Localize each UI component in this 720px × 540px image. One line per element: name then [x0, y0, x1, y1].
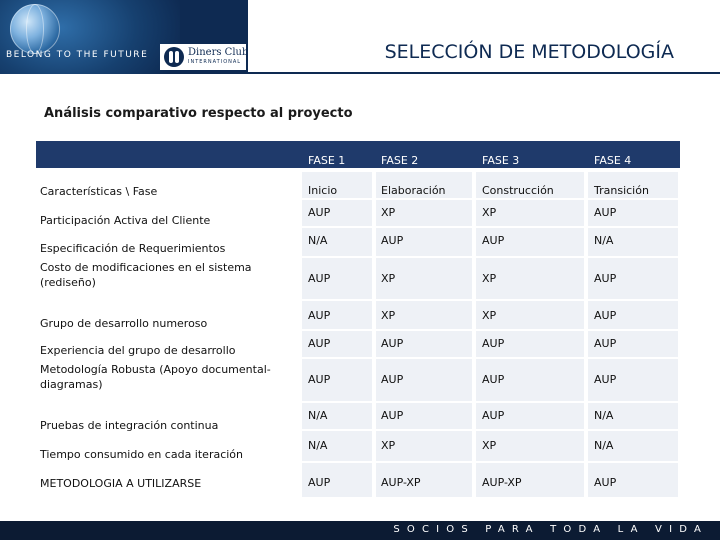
table-row — [36, 359, 680, 401]
title-bar — [248, 0, 720, 74]
row-label: Pruebas de integración continua — [40, 419, 219, 432]
table-cell: AUP — [482, 234, 505, 247]
row-label: METODOLOGIA A UTILIZARSE — [40, 477, 202, 490]
brand-banner — [0, 0, 248, 74]
table-cell: N/A — [308, 234, 328, 247]
table-row — [36, 403, 680, 432]
table-cell: XP — [482, 439, 497, 452]
row-label: Tiempo consumido en cada iteración — [40, 448, 244, 461]
table-cell: AUP — [594, 476, 617, 489]
table-cell: N/A — [594, 234, 614, 247]
subtitle: Análisis comparativo respecto al proyecto — [44, 106, 353, 121]
logo-name: Diners Club — [188, 47, 248, 58]
table-header-bar — [36, 141, 680, 168]
table-row — [36, 331, 680, 357]
table-cell: AUP — [594, 309, 617, 322]
table-cell: AUP — [594, 206, 617, 219]
table-cell: AUP — [308, 337, 331, 350]
row-label: Características \ Fase — [40, 185, 158, 198]
logo-sub: INTERNATIONAL — [188, 59, 242, 65]
table-cell: N/A — [594, 439, 614, 452]
table-cell: XP — [482, 272, 497, 285]
table-cell: AUP — [381, 234, 404, 247]
table-row — [36, 431, 680, 461]
table-cell: AUP-XP — [381, 476, 421, 489]
table-cell: AUP — [381, 373, 404, 386]
diners-club-logo — [160, 44, 246, 70]
column-header-fase-1: FASE 1 — [308, 154, 346, 167]
footer-slogan: SOCIOS PARA TODA LA VIDA — [393, 524, 708, 535]
table-cell: Elaboración — [381, 184, 446, 197]
table-row — [36, 258, 680, 299]
table-row — [36, 200, 680, 226]
table-cell: AUP-XP — [482, 476, 522, 489]
table-cell: AUP — [482, 409, 505, 422]
row-label: Grupo de desarrollo numeroso — [40, 317, 208, 330]
table-cell: AUP — [482, 337, 505, 350]
globe-meridian — [26, 4, 44, 54]
table-row — [36, 228, 680, 256]
table-cell: Transición — [594, 184, 649, 197]
table-cell: AUP — [308, 272, 331, 285]
table-cell: AUP — [594, 373, 617, 386]
table-cell: XP — [381, 439, 396, 452]
table-cell: XP — [482, 309, 497, 322]
table-row — [36, 301, 680, 329]
table-cell: AUP — [594, 337, 617, 350]
table-cell: AUP — [308, 476, 331, 489]
table-cell: AUP — [308, 373, 331, 386]
table-cell: N/A — [308, 409, 328, 422]
row-label: Experiencia del grupo de desarrollo — [40, 344, 236, 357]
diners-logo-icon — [164, 47, 184, 67]
table-cell: AUP — [594, 272, 617, 285]
row-label: Metodología Robusta (Apoyo documental-diagramas) — [40, 363, 271, 391]
page-title: SELECCIÓN DE METODOLOGÍA — [384, 41, 674, 63]
table-cell: AUP — [381, 409, 404, 422]
table-cell: AUP — [308, 309, 331, 322]
table-cell: XP — [482, 206, 497, 219]
column-header-fase-2: FASE 2 — [381, 154, 419, 167]
column-header-fase-3: FASE 3 — [482, 154, 520, 167]
table-cell: XP — [381, 272, 396, 285]
row-label: Especificación de Requerimientos — [40, 242, 226, 255]
column-header-fase-4: FASE 4 — [594, 154, 632, 167]
table-cell: N/A — [594, 409, 614, 422]
table-cell: Inicio — [308, 184, 338, 197]
table-cell: AUP — [482, 373, 505, 386]
row-label: Costo de modificaciones en el sistema (rediseño) — [40, 261, 252, 289]
row-label: Participación Activa del Cliente — [40, 214, 211, 227]
banner-tagline: BELONG TO THE FUTURE — [6, 50, 149, 60]
table-cell: N/A — [308, 439, 328, 452]
table-cell: AUP — [308, 206, 331, 219]
table-row — [36, 172, 680, 198]
table-cell: Construcción — [482, 184, 554, 197]
footer-bar — [0, 521, 720, 540]
table-cell: XP — [381, 206, 396, 219]
table-cell: XP — [381, 309, 396, 322]
globe-icon — [10, 4, 60, 54]
table-row — [36, 463, 680, 497]
table-cell: AUP — [381, 337, 404, 350]
